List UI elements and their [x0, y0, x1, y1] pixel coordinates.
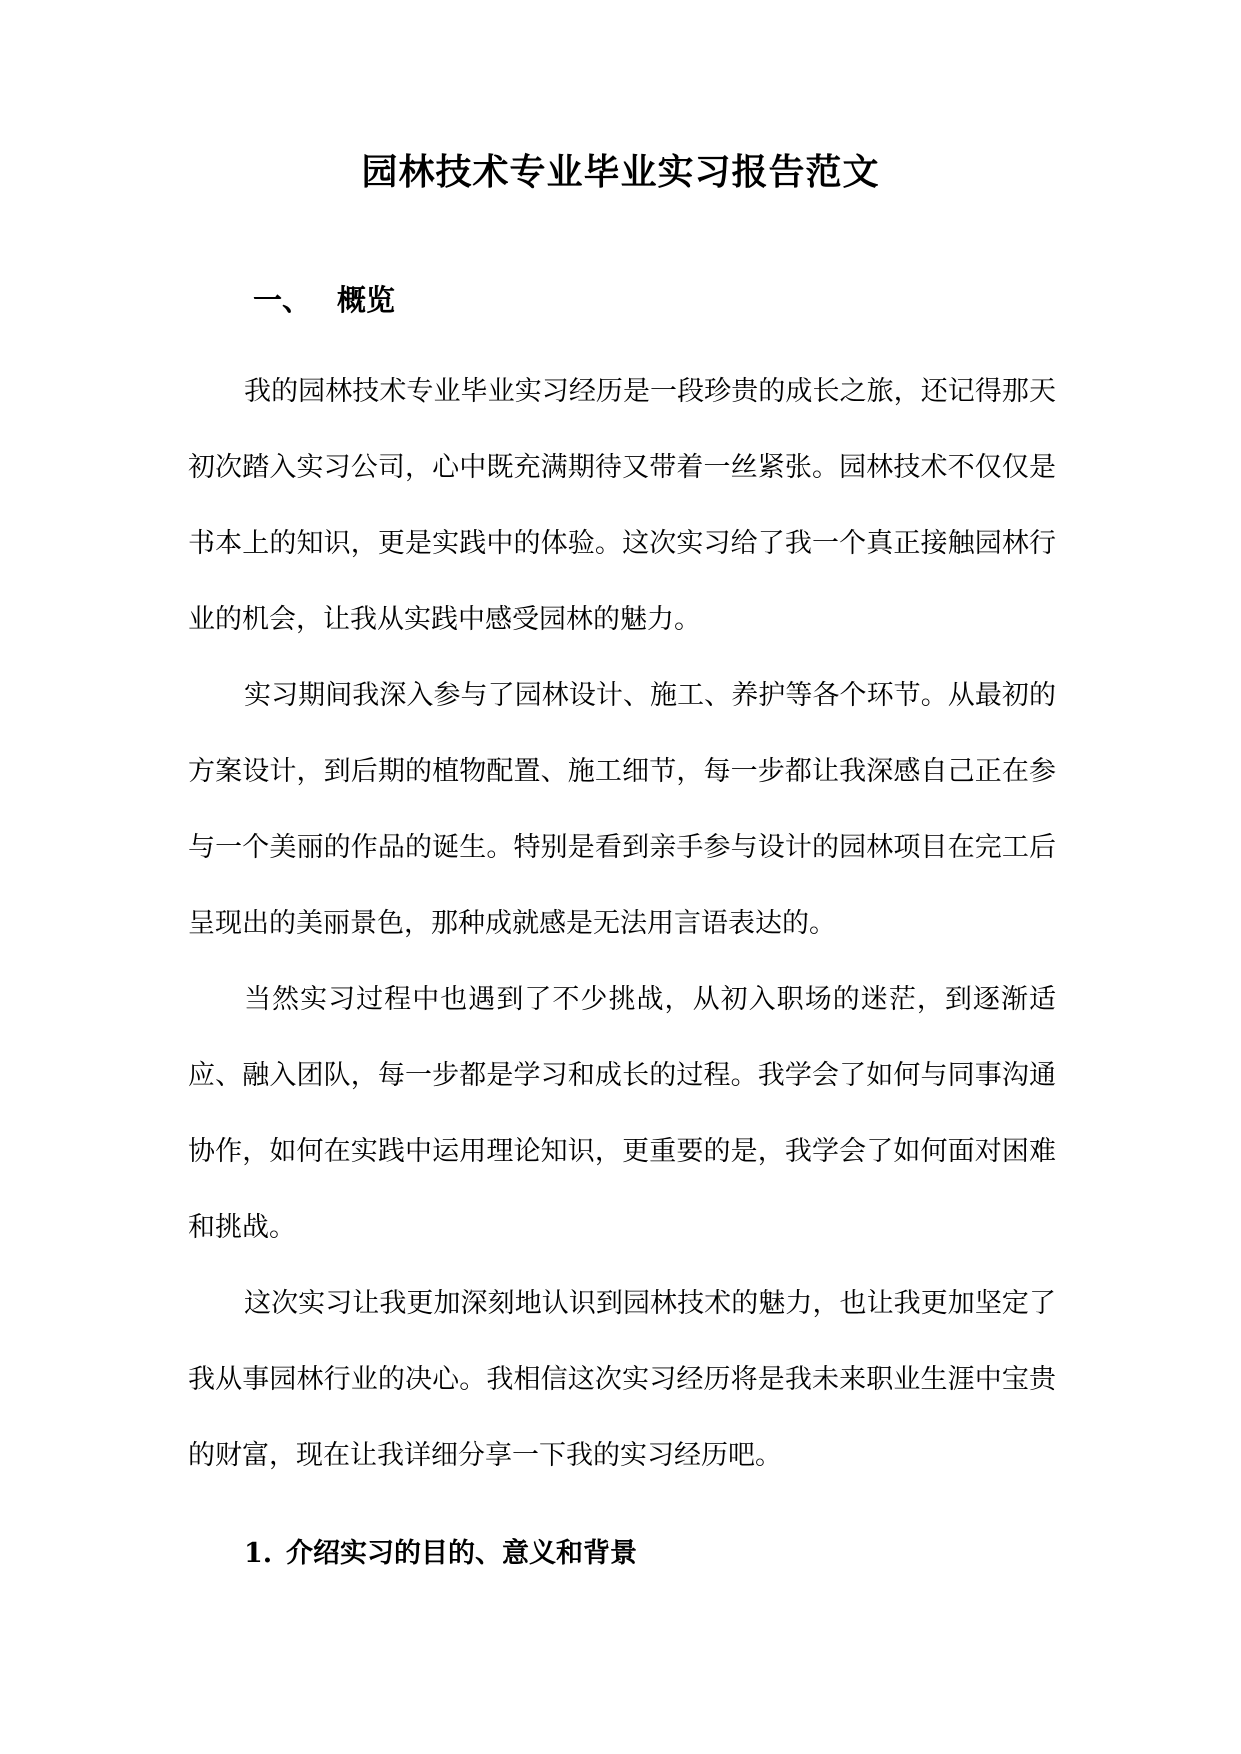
section-title: 概览 [337, 283, 396, 317]
paragraph: 当然实习过程中也遇到了不少挑战，从初入职场的迷茫，到逐渐适应、融入团队，每一步都是学习和成长的过程。我学会了如何与同事沟通协作，如何在实践中运用理论知识，更重要的是，我学会了如何面对困难和挑战。 [188, 984, 1056, 1243]
paragraph: 我的园林技术专业毕业实习经历是一段珍贵的成长之旅，还记得那天初次踏入实习公司，心中既充满期待又带着一丝紧张。园林技术不仅仅是书本上的知识，更是实践中的体验。这次实习给了我一个真正接触园林行业的机会，让我从实践中感受园林的魅力。 [188, 376, 1056, 635]
section-number: 一、 [253, 283, 312, 317]
paragraph: 这次实习让我更加深刻地认识到园林技术的魅力，也让我更加坚定了我从事园林行业的决心。我相信这次实习经历将是我未来职业生涯中宝贵的财富，现在让我详细分享一下我的实习经历吧。 [188, 1288, 1056, 1471]
subsection-title: 介绍实习的目的、意义和背景 [286, 1538, 637, 1569]
document-title: 园林技术专业毕业实习报告范文 [361, 151, 880, 193]
subsection-number: 1. [244, 1538, 273, 1569]
paragraph: 实习期间我深入参与了园林设计、施工、养护等各个环节。从最初的方案设计，到后期的植物配置、施工细节，每一步都让我深感自己正在参与一个美丽的作品的诞生。特别是看到亲手参与设计的园林项目在完工后呈现出的美丽景色，那种成就感是无法用言语表达的。 [188, 680, 1056, 939]
section-heading [253, 280, 395, 320]
subsection-heading [244, 1534, 637, 1574]
